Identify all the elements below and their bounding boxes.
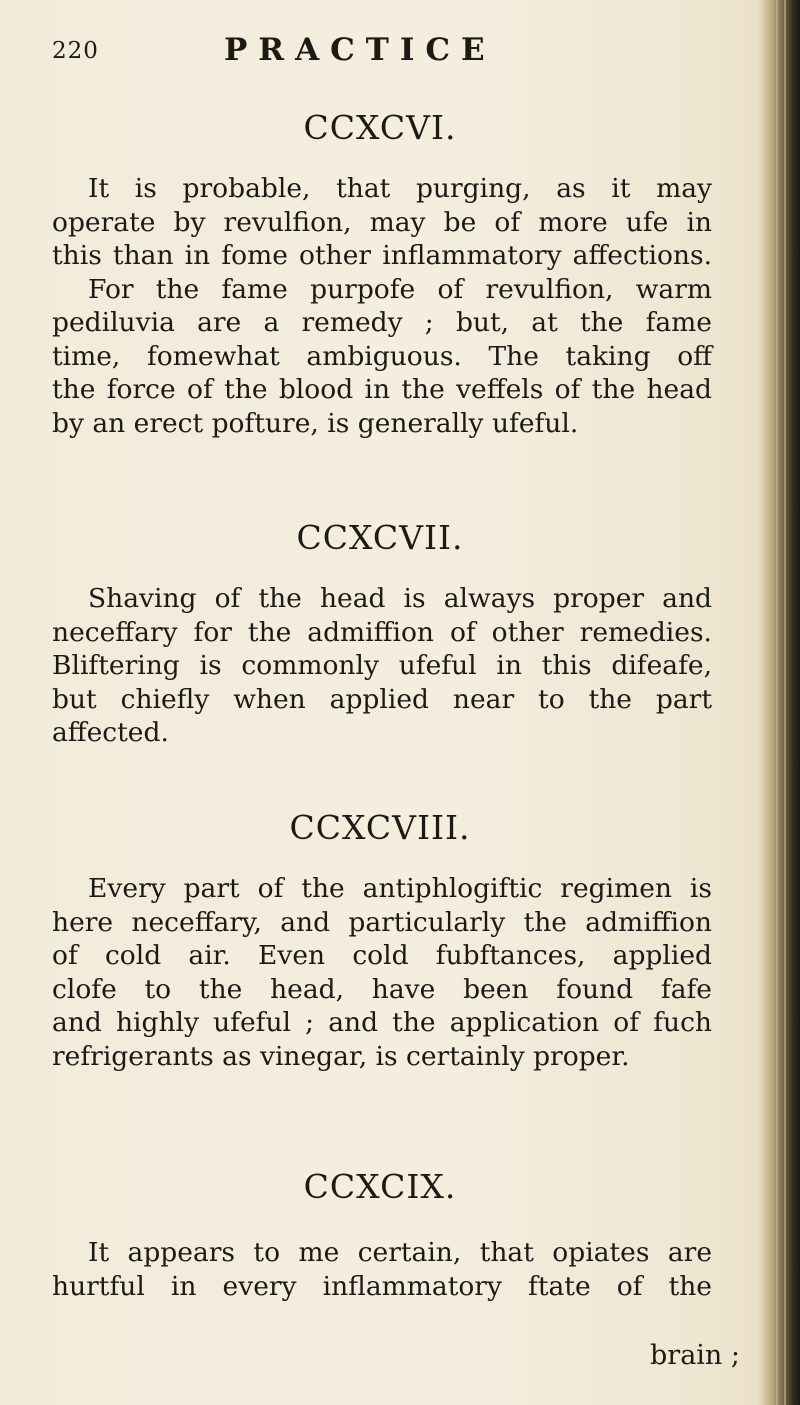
text-line: Shaving of the head is always proper and: [88, 583, 712, 614]
text-line: For the fame purpofe of revulfion, warm: [88, 273, 712, 305]
section-heading-ccxcvi: CCXCVI.: [303, 108, 457, 147]
text-line: pediluvia are a remedy ; but, at the fame: [52, 307, 712, 338]
section-paragraph-ccxcix: [52, 1236, 712, 1303]
running-head: PRACTICE: [224, 32, 496, 68]
text-line: here neceffary, and particularly the admiffion: [52, 906, 712, 938]
text-line: hurtful in every inflammatory ftate of the: [52, 1270, 712, 1302]
section-paragraph-ccxcvi: [52, 172, 712, 440]
text-line: It is probable, that purging, as it may: [88, 173, 712, 204]
text-line: refrigerants as vinegar, is certainly proper.: [52, 1040, 630, 1072]
text-line: Bliftering is commonly ufeful in this difeafe,: [52, 650, 712, 681]
page-edge-line: [784, 0, 786, 1405]
page-header: [48, 32, 748, 72]
text-line: neceffary for the admiffion of other remedies.: [52, 616, 712, 648]
text-line: by an erect pofture, is generally ufeful.: [52, 407, 579, 439]
page-number: 220: [52, 38, 99, 64]
section-heading-ccxcix: CCXCIX.: [303, 1167, 457, 1206]
text-line: but chiefly when applied near to the part: [52, 683, 712, 715]
section-heading-ccxcvii: CCXCVII.: [296, 518, 464, 557]
text-line: Every part of the antiphlogiftic regimen is: [88, 873, 712, 904]
text-line: of cold air. Even cold fubftances, applied: [52, 940, 712, 971]
text-line: operate by revulfion, may be of more ufe in: [52, 206, 712, 238]
book-edge-shadow: [758, 0, 800, 1405]
section-heading-ccxcviii: CCXCVIII.: [289, 808, 471, 847]
section-paragraph-ccxcvii: [52, 582, 712, 750]
catchword: brain ;: [650, 1340, 740, 1371]
page-edge-line: [768, 0, 770, 1405]
text-line: and highly ufeful ; and the application of fuch: [52, 1007, 712, 1038]
text-line: this than in fome other inflammatory affections.: [52, 240, 712, 271]
text-line: the force of the blood in the veffels of the head: [52, 374, 712, 405]
text-line: clofe to the head, have been found fafe: [52, 973, 712, 1005]
page-edge-line: [776, 0, 778, 1405]
text-line: affected.: [52, 717, 169, 748]
text-line: time, fomewhat ambiguous. The taking off: [52, 340, 712, 372]
text-line: It appears to me certain, that opiates are: [88, 1237, 712, 1268]
section-paragraph-ccxcviii: [52, 872, 712, 1073]
